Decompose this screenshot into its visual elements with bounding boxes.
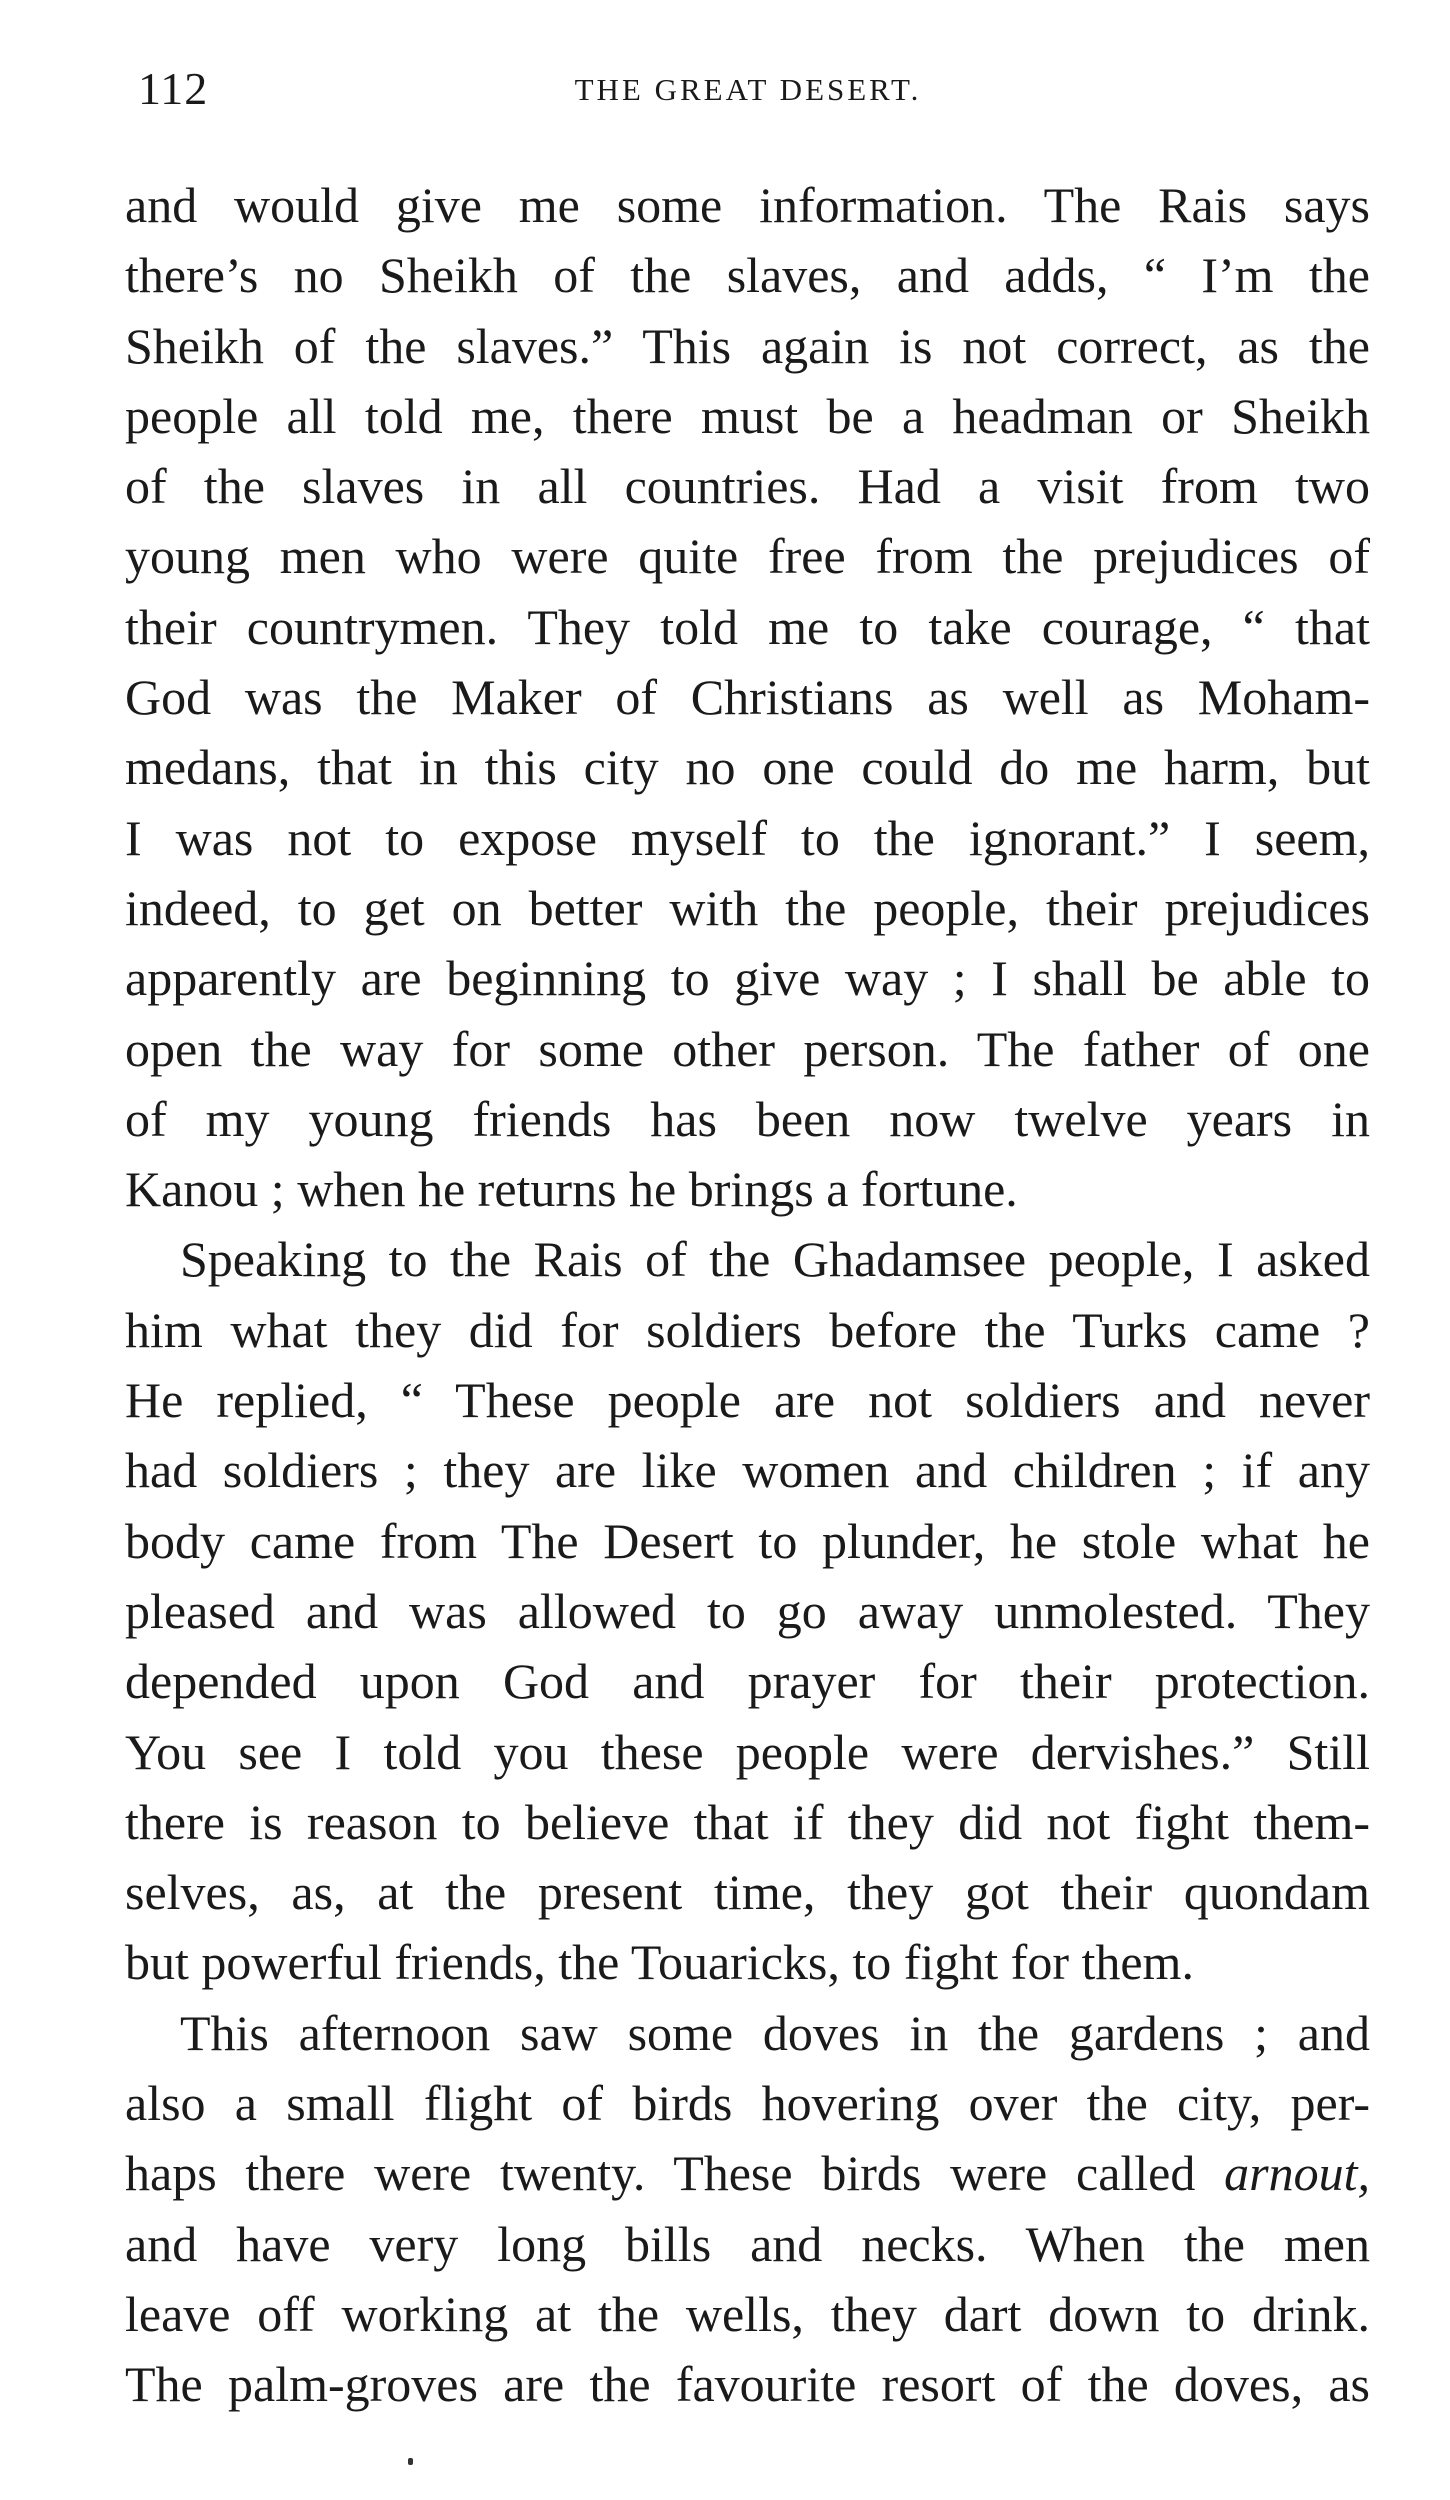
text-line: but powerful friends, the Touaricks, to fight for them. xyxy=(125,1934,1194,1991)
text-line: people all told me, there must be a headman or Sheikh xyxy=(125,387,1370,444)
text-line: of the slaves in all countries. Had a visit from two xyxy=(125,458,1370,515)
text-line xyxy=(125,2138,1370,2208)
text-line: open the way for some other person. The father of one xyxy=(125,1020,1370,1077)
text-line: indeed, to get on better with the people, their prejudices xyxy=(125,879,1370,936)
paragraph-2 xyxy=(125,1224,1370,1997)
text-line: young men who were quite free from the prejudices of xyxy=(125,528,1370,585)
text-line: The palm-groves are the favourite resort of the doves, as xyxy=(125,2356,1370,2413)
text-line: He replied, “ These people are not soldiers and never xyxy=(125,1372,1370,1429)
text-line: leave off working at the wells, they dart down to drink. xyxy=(125,2285,1370,2342)
text-line: depended upon God and prayer for their protection. xyxy=(125,1653,1370,1710)
text-line: selves, as, at the present time, they got their quondam xyxy=(125,1864,1370,1921)
text-line: had soldiers ; they are like women and children ; if any xyxy=(125,1442,1370,1499)
text-line: I was not to expose myself to the ignorant.” I seem, xyxy=(125,809,1370,866)
page-number: 112 xyxy=(138,63,209,114)
text-line: This afternoon saw some doves in the gardens ; and xyxy=(180,2004,1370,2061)
text-line-segment: haps there were twenty. These birds were called xyxy=(125,2145,1196,2202)
text-line: Kanou ; when he returns he brings a fortune. xyxy=(125,1161,1018,1218)
paragraph-1 xyxy=(125,170,1370,1224)
running-title: THE GREAT DESERT. xyxy=(574,72,922,107)
text-line: You see I told you these people were dervishes.” Still xyxy=(125,1723,1370,1780)
text-line: Speaking to the Rais of the Ghadamsee people, I asked xyxy=(180,1231,1370,1288)
text-line: also a small flight of birds hovering over the city, per- xyxy=(125,2075,1370,2132)
text-line: him what they did for soldiers before the Turks came ? xyxy=(125,1301,1370,1358)
text-line: Sheikh of the slaves.” This again is not correct, as the xyxy=(125,317,1370,374)
text-line: body came from The Desert to plunder, he stole what he xyxy=(125,1512,1370,1569)
text-line: medans, that in this city no one could do me harm, but xyxy=(125,739,1370,796)
text-line: and have very long bills and necks. When the men xyxy=(125,2215,1370,2272)
text-line: apparently are beginning to give way ; I shall be able to xyxy=(125,950,1370,1007)
italic-word: arnout, xyxy=(1224,2145,1370,2202)
text-line: of my young friends has been now twelve years in xyxy=(125,1090,1370,1147)
ink-speck xyxy=(408,2458,413,2465)
text-line: their countrymen. They told me to take courage, “ that xyxy=(125,598,1370,655)
body-text xyxy=(125,170,1370,2420)
text-line: and would give me some information. The Rais says xyxy=(125,177,1370,233)
running-head xyxy=(138,62,1358,122)
text-line: pleased and was allowed to go away unmolested. They xyxy=(125,1582,1370,1639)
text-line: there is reason to believe that if they did not fight them- xyxy=(125,1793,1370,1850)
text-line: God was the Maker of Christians as well as Moham- xyxy=(125,669,1370,726)
paragraph-3 xyxy=(125,1998,1370,2420)
text-line: there’s no Sheikh of the slaves, and adds, “ I’m the xyxy=(125,247,1370,304)
